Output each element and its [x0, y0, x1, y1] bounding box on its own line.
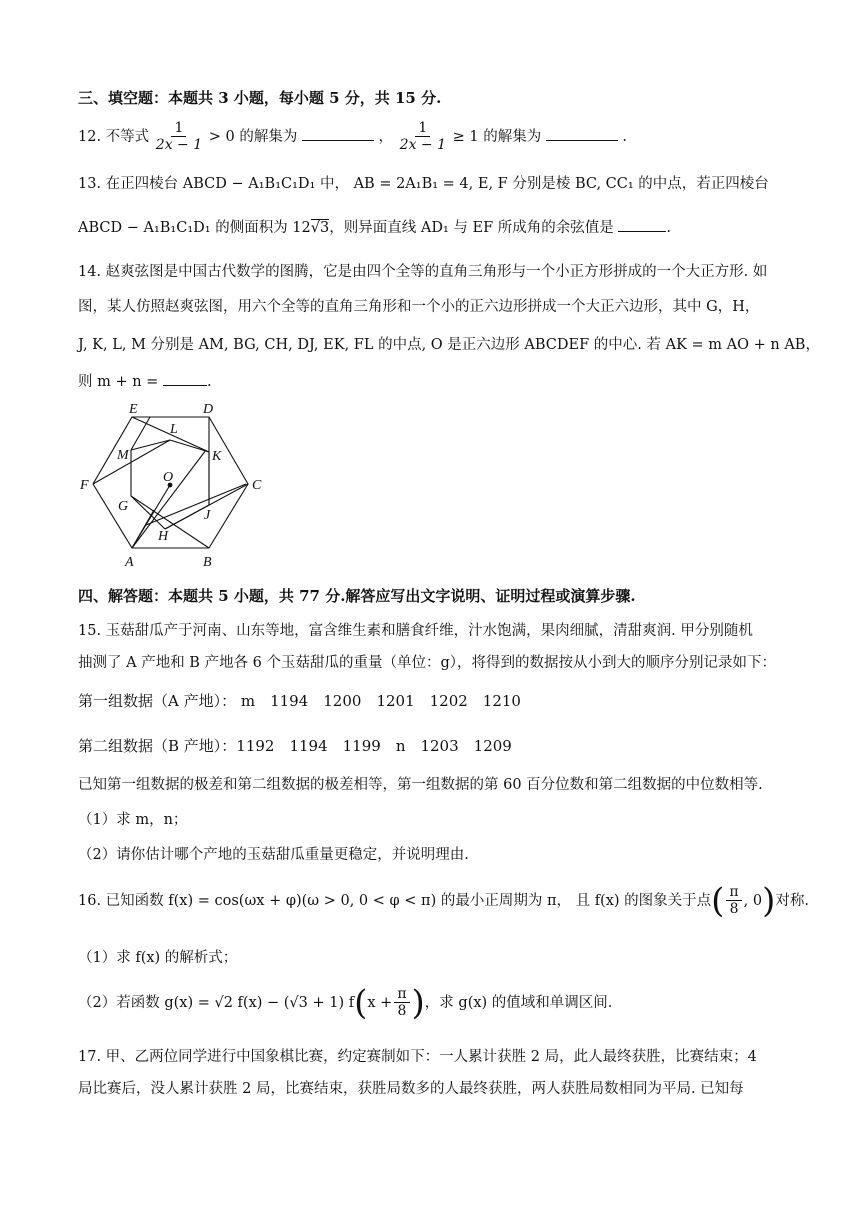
label-j: J	[204, 508, 211, 523]
q13-line-1: 13. 在正四棱台 ABCD − A₁B₁C₁D₁ 中， AB = 2A₁B₁ = 4, E, F 分别是棱 BC, CC₁ 的中点，若正四棱台	[78, 176, 769, 192]
q14-end: .	[206, 374, 212, 390]
q15-group-2: 第二组数据（B 产地）：1192 1194 1199 n 1203 1209	[78, 737, 512, 755]
q16-p2-pi-num: π	[394, 986, 409, 1003]
q15-line-3: 已知第一组数据的极差和第二组数据的极差相等，第一组数据的第 60 百分位数和第二组数据的中位数相等.	[78, 777, 763, 793]
q16-p2-pi-den: 8	[397, 1003, 407, 1019]
q16-pi-fraction	[726, 884, 741, 918]
q12-end: .	[622, 129, 628, 145]
q12-number: 12.	[78, 129, 102, 145]
q15-part-2: （2）请你估计哪个产地的玉菇甜瓜重量更稳定，并说明理由.	[78, 847, 469, 863]
q12-fraction-2	[400, 120, 446, 154]
q16-paren-close: )	[762, 881, 776, 921]
q13-line-2a: ABCD − A₁B₁C₁D₁ 的侧面积为 12	[78, 220, 311, 236]
q16-part-2-inner: x +	[367, 995, 393, 1011]
q13-end: .	[666, 220, 671, 236]
label-c: C	[252, 478, 262, 493]
q16-pi-den: 8	[729, 901, 739, 917]
q17-line-2: 局比赛后，没人累计获胜 2 局，比赛结束，获胜局数多的人最终获胜，两人获胜局数相同为平局. 已知每	[78, 1081, 744, 1097]
q12-fraction-1	[156, 120, 202, 154]
q14-line-3: J, K, L, M 分别是 AM, BG, CH, DJ, EK, FL 的中点, O 是正六边形 ABCDEF 的中心. 若 AK = m AO + n AB，	[78, 337, 820, 353]
q16-part-2	[78, 982, 612, 1024]
label-b: B	[203, 555, 212, 570]
label-k: K	[212, 449, 222, 464]
q16-paren-open: (	[711, 881, 725, 921]
label-h: H	[158, 529, 169, 544]
q16-line-1b: 对称.	[775, 893, 809, 909]
q16-part-1: （1）求 f(x) 的解析式；	[78, 950, 238, 966]
q14-line-2: 图，某人仿照赵爽弦图，用六个全等的直角三角形和一个小的正六边形拼成一个大正六边形，其中 G，H，	[78, 299, 760, 315]
q15-group-1: 第一组数据（A 产地）： m 1194 1200 1201 1202 1210	[78, 692, 521, 710]
q16-p2-paren-open: (	[354, 983, 368, 1023]
q13-sqrt: √3	[310, 220, 330, 236]
label-a: A	[125, 555, 134, 570]
q16-p2-pi-fraction	[394, 986, 409, 1020]
q12-comma: ，	[378, 129, 394, 145]
q15-part-1: （1）求 m，n；	[78, 812, 188, 828]
q13-line-2	[78, 216, 671, 237]
q15-line-2: 抽测了 A 产地和 B 产地各 6 个玉菇甜瓜的重量（单位：g），将得到的数据按从小到大的顺序分别记录如下：	[78, 655, 777, 671]
label-f: F	[80, 478, 89, 493]
hexagon-figure	[76, 396, 272, 574]
label-m: M	[117, 448, 129, 463]
q16-line-1a: 16. 已知函数 f(x) = cos(ωx + φ)(ω > 0, 0 < φ < π) 的最小正周期为 π， 且 f(x) 的图象关于点	[78, 893, 712, 909]
q13-answer-blank[interactable]	[618, 217, 666, 232]
q15-line-1: 15. 玉菇甜瓜产于河南、山东等地，富含维生素和膳食纤维，汁水饱满，果肉细腻，清甜爽润. 甲分别随机	[78, 623, 753, 639]
question-12	[78, 117, 627, 157]
label-g: G	[118, 499, 129, 514]
q14-answer-blank[interactable]	[163, 371, 207, 386]
q16-p2-paren-close: )	[411, 983, 425, 1023]
section3-header: 三、填空题：本题共 3 小题，每小题 5 分，共 15 分.	[78, 89, 442, 107]
label-o: O	[163, 470, 174, 485]
q17-line-1: 17. 甲、乙两位同学进行中国象棋比赛，约定赛制如下：一人累计获胜 2 局，此人最终获胜，比赛结束；4	[78, 1049, 757, 1065]
q14-line-4-text: 则 m + n =	[78, 374, 159, 390]
q12-cond1: > 0 的解集为	[208, 129, 298, 145]
label-e: E	[129, 402, 138, 417]
label-d: D	[203, 402, 214, 417]
q16-point-tail: , 0	[743, 893, 763, 909]
q13-line-2b: ，则异面直线 AD₁ 与 EF 所成角的余弦值是	[329, 220, 614, 236]
q12-answer-blank-1[interactable]	[302, 126, 374, 141]
q12-frac1-num: 1	[171, 120, 186, 137]
q16-line-1	[78, 880, 809, 922]
q12-cond2: ≥ 1 的解集为	[452, 129, 542, 145]
q12-frac1-den: 2x − 1	[155, 137, 203, 153]
q12-answer-blank-2[interactable]	[546, 126, 618, 141]
q16-part-2b: ，求 g(x) 的值域和单调区间.	[424, 995, 613, 1011]
q14-line-4	[78, 370, 212, 391]
q12-pre: 不等式	[105, 129, 150, 145]
label-l: L	[170, 422, 178, 437]
q14-line-1: 14. 赵爽弦图是中国古代数学的图腾，它是由四个全等的直角三角形与一个小正方形拼成的一个大正方形. 如	[78, 264, 768, 280]
q12-frac2-den: 2x − 1	[399, 137, 446, 153]
section4-header: 四、解答题：本题共 5 小题，共 77 分.解答应写出文字说明、证明过程或演算步骤.	[78, 587, 636, 605]
q16-pi-num: π	[726, 884, 741, 901]
q12-frac2-num: 1	[415, 120, 430, 137]
q13-sqrt-value: 3	[320, 220, 330, 236]
q16-part-2a: （2）若函数 g(x) = √2 f(x) − (√3 + 1) f	[78, 995, 355, 1011]
